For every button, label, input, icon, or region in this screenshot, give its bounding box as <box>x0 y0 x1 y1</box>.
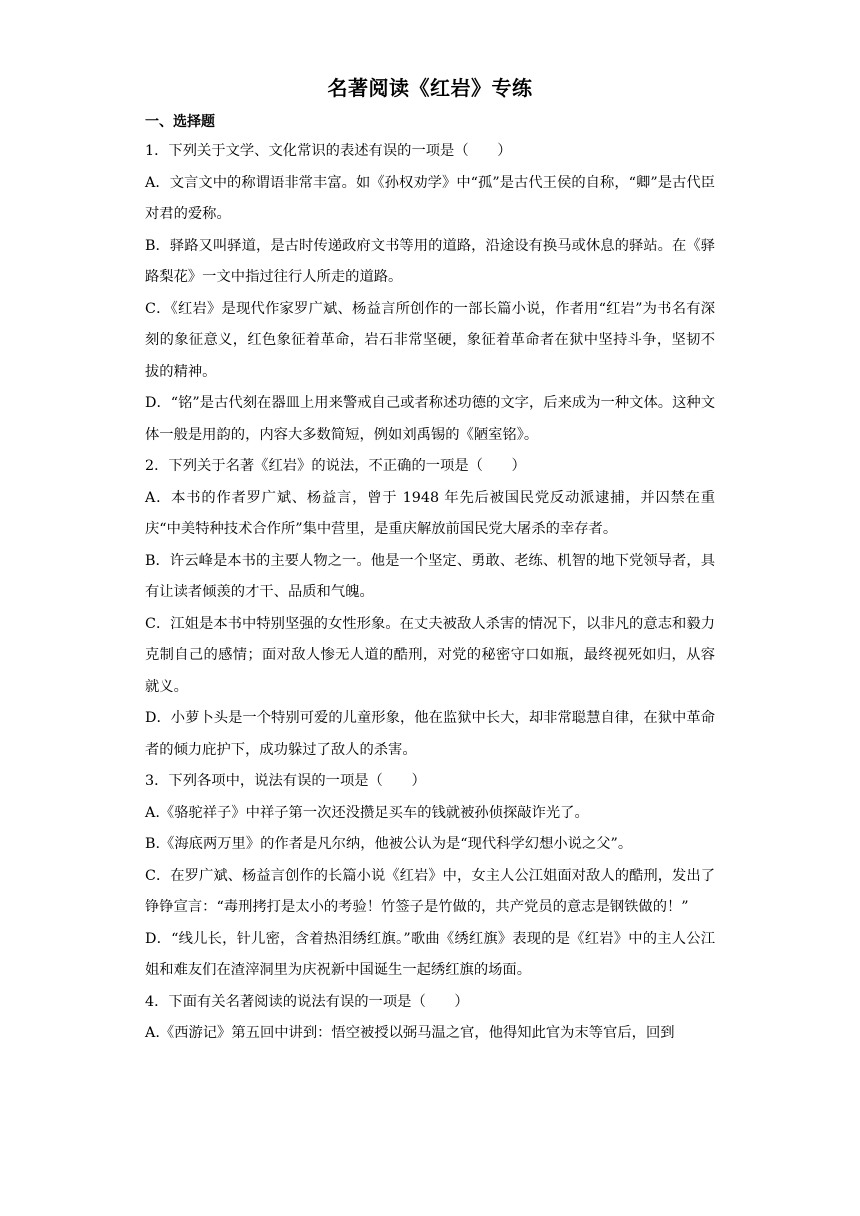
question-stem: 3．下列各项中，说法有误的一项是（ ） <box>145 773 426 789</box>
option-b: B．驿路又叫驿道，是古时传递政府文书等用的道路，沿途设有换马或休息的驿站。在《驿路梨花》一文中指过往行人所走的道路。 <box>145 237 715 285</box>
option-c: C．江姐是本书中特别坚强的女性形象。在丈夫被敌人杀害的情况下，以非凡的意志和毅力克制自己的感情；面对敌人惨无人道的酷刑，对党的秘密守口如瓶，最终视死如归，从容就义。 <box>145 615 715 695</box>
section-heading: 一、选择题 <box>145 114 215 130</box>
question-3 <box>145 766 715 987</box>
option-c: C．《红岩》是现代作家罗广斌、杨益言所创作的一部长篇小说，作者用“红岩”为书名有深刻的象征意义，红色象征着革命，岩石非常坚硬，象征着革命者在狱中坚持斗争，坚韧不拔的精神。 <box>145 300 715 380</box>
question-2 <box>145 451 715 766</box>
option-c: C．在罗广斌、杨益言创作的长篇小说《红岩》中，女主人公江姐面对敌人的酷刑，发出了铮铮宣言：“毒刑拷打是太小的考验！竹签子是竹做的，共产党员的意志是钢铁做的！” <box>145 867 715 915</box>
page-title: 名著阅读《红岩》专练 <box>327 76 533 100</box>
option-a: A．本书的作者罗广斌、杨益言，曾于 1948 年先后被国民党反动派逮捕，并囚禁在重庆“中美特种技术合作所”集中营里，是重庆解放前国民党大屠杀的幸存者。 <box>145 489 715 537</box>
option-a: A.《骆驼祥子》中祥子第一次还没攒足买车的钱就被孙侦探敲诈光了。 <box>145 804 589 821</box>
option-d: D．小萝卜头是一个特别可爱的儿童形象，他在监狱中长大，却非常聪慧自律，在狱中革命者的倾力庇护下，成功躲过了敌人的杀害。 <box>145 710 715 758</box>
question-4 <box>145 987 715 1050</box>
question-stem: 2．下列关于名著《红岩》的说法，不正确的一项是（ ） <box>145 458 526 474</box>
question-stem: 4．下面有关名著阅读的说法有误的一项是（ ） <box>145 993 469 1010</box>
option-b: B．许云峰是本书的主要人物之一。他是一个坚定、勇敢、老练、机智的地下党领导者，具有让读者倾羡的才干、品质和气魄。 <box>145 552 715 600</box>
question-list <box>145 136 715 1050</box>
option-a: A．文言文中的称谓语非常丰富。如《孙权劝学》中“孤”是古代王侯的自称，“卿”是古代臣对君的爱称。 <box>145 174 715 222</box>
question-1 <box>145 136 715 451</box>
option-d: D．“线儿长，针儿密，含着热泪绣红旗。”歌曲《绣红旗》表现的是《红岩》中的主人公江姐和难友们在渣滓洞里为庆祝新中国诞生一起绣红旗的场面。 <box>145 930 715 978</box>
option-b: B.《海底两万里》的作者是凡尔纳，他被公认为是“现代科学幻想小说之父”。 <box>145 836 633 852</box>
question-stem: 1．下列关于文学、文化常识的表述有误的一项是（ ） <box>145 143 512 159</box>
option-d: D．“铭”是古代刻在器皿上用来警戒自己或者称述功德的文字，后来成为一种文体。这种文体一般是用韵的，内容大多数简短，例如刘禹锡的《陋室铭》。 <box>145 395 715 443</box>
option-a: A.《西游记》第五回中讲到：悟空被授以弼马温之官，他得知此官为末等官后，回到 <box>145 1025 675 1041</box>
